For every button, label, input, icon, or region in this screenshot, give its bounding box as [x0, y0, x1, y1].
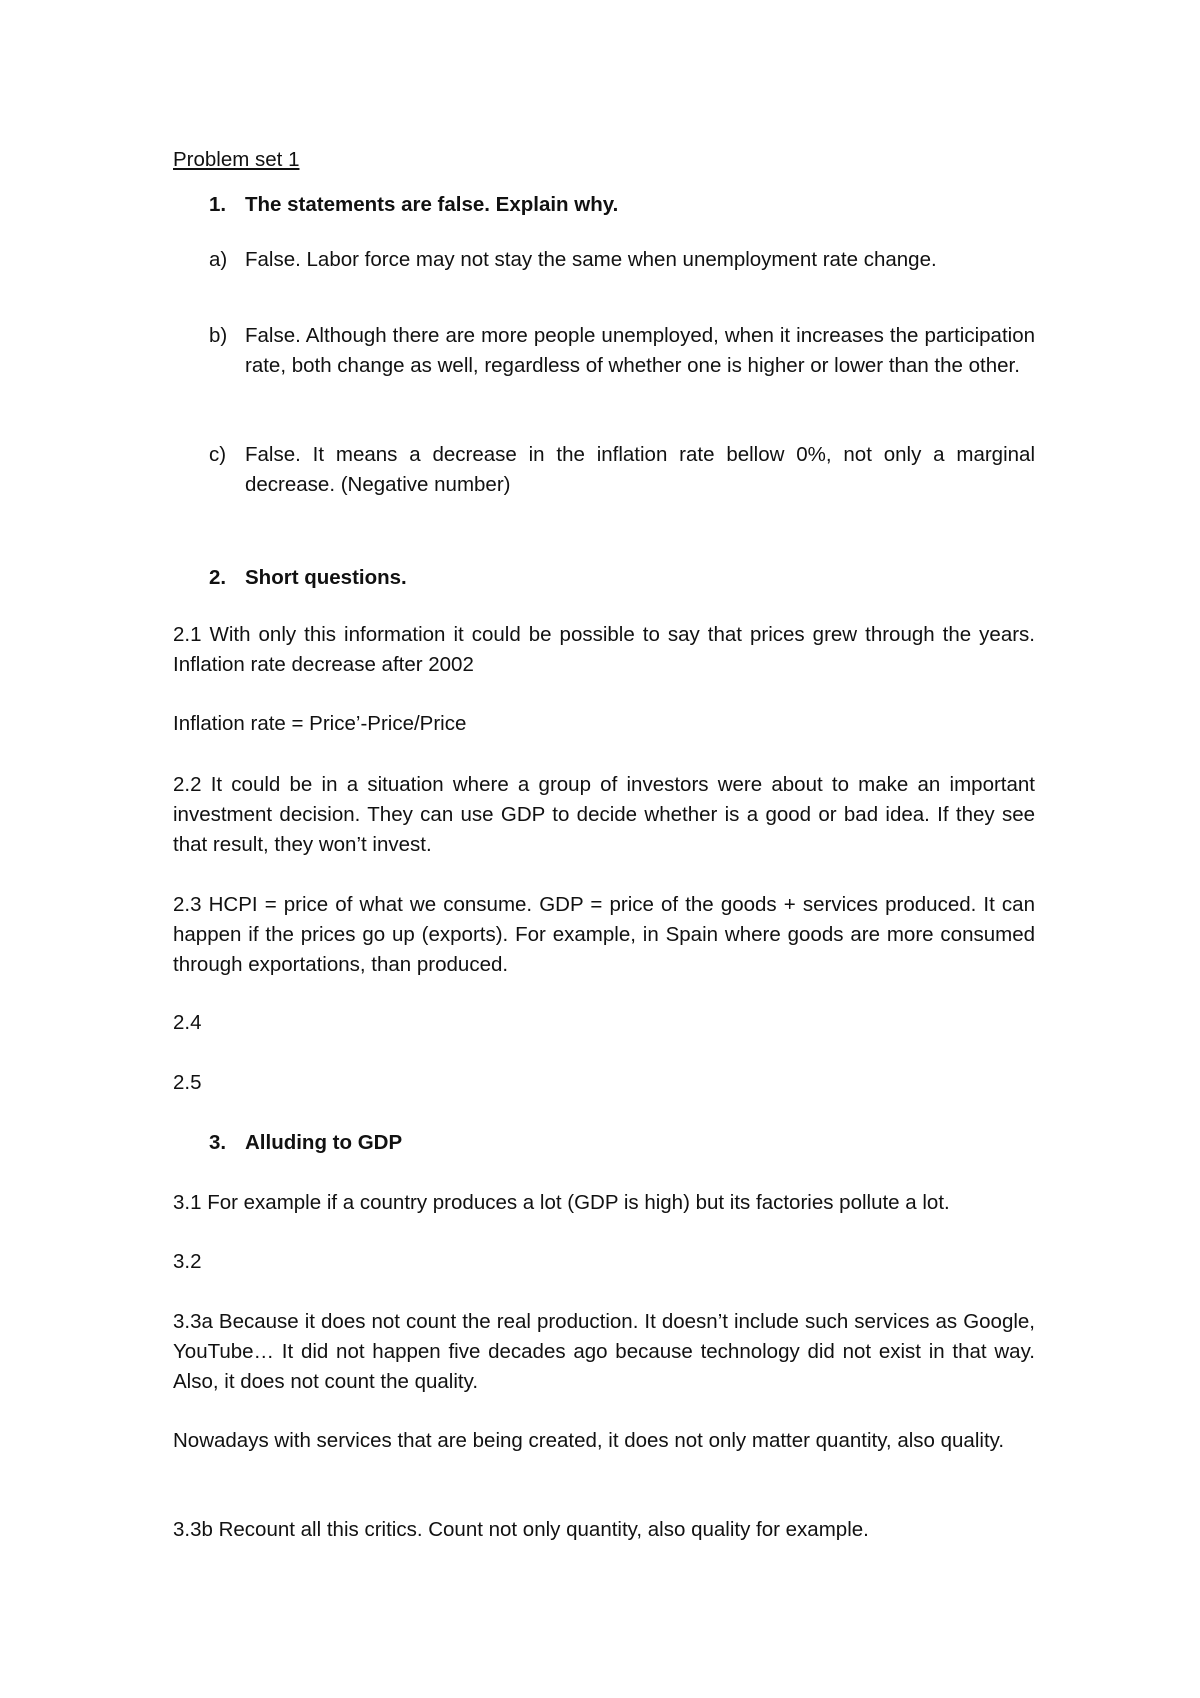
section-1-number: 1.: [209, 193, 227, 216]
paragraph-nowadays: Nowadays with services that are being created, it does not only matter quantity, also quality.: [173, 1429, 1005, 1452]
paragraph-2-4: 2.4: [173, 1011, 202, 1034]
paragraph-2-2: 2.2 It could be in a situation where a group of investors were about to make an important investment decision. They can use GDP to decide whether is a good or bad idea. If they see that result, they won’t invest.: [173, 773, 1035, 856]
paragraph-3-2: 3.2: [173, 1250, 202, 1273]
section-3-heading-text: Alluding to GDP: [245, 1131, 403, 1154]
paragraph-2-5: 2.5: [173, 1071, 202, 1094]
paragraph-3-3b: 3.3b Recount all this critics. Count not only quantity, also quality for example.: [173, 1518, 869, 1541]
list-item-a-text: False. Labor force may not stay the same when unemployment rate change.: [245, 248, 937, 271]
section-2-number: 2.: [209, 566, 227, 589]
section-2-heading-text: Short questions.: [245, 566, 407, 589]
section-3-heading: [209, 1128, 402, 1158]
list-item-a: [209, 245, 1035, 275]
paragraph-2-1: 2.1 With only this information it could be possible to say that prices grew through the years. Inflation rate decrease after 2002: [173, 623, 1035, 676]
paragraph-3-3a: 3.3a Because it does not count the real production. It doesn’t include such services as Google, YouTube… It did not happen five decades ago because technology did not exist in that way. Also, it does not count the quality.: [173, 1310, 1035, 1393]
section-1-heading-text: The statements are false. Explain why.: [245, 193, 619, 216]
document-title: Problem set 1: [173, 148, 300, 171]
inflation-formula: Inflation rate = Price’-Price/Price: [173, 712, 467, 735]
list-marker-a: a): [209, 248, 228, 271]
section-2-heading: [209, 563, 407, 593]
list-item-b-text: False. Although there are more people unemployed, when it increases the participation rate, both change as well, regardless of whether one is higher or lower than the other.: [245, 324, 1035, 377]
paragraph-3-1: 3.1 For example if a country produces a lot (GDP is high) but its factories pollute a lot.: [173, 1191, 950, 1214]
list-item-b: [209, 321, 1035, 381]
list-item-c: [209, 440, 1035, 500]
list-marker-b: b): [209, 324, 228, 347]
list-item-c-text: False. It means a decrease in the inflation rate bellow 0%, not only a marginal decrease. (Negative number): [245, 443, 1035, 496]
section-3-number: 3.: [209, 1131, 227, 1154]
section-1-heading: [209, 190, 618, 220]
paragraph-2-3: 2.3 HCPI = price of what we consume. GDP = price of the goods + services produced. It can happen if the prices go up (exports). For example, in Spain where goods are more consumed through exportations, than produced.: [173, 893, 1035, 976]
list-marker-c: c): [209, 443, 227, 466]
